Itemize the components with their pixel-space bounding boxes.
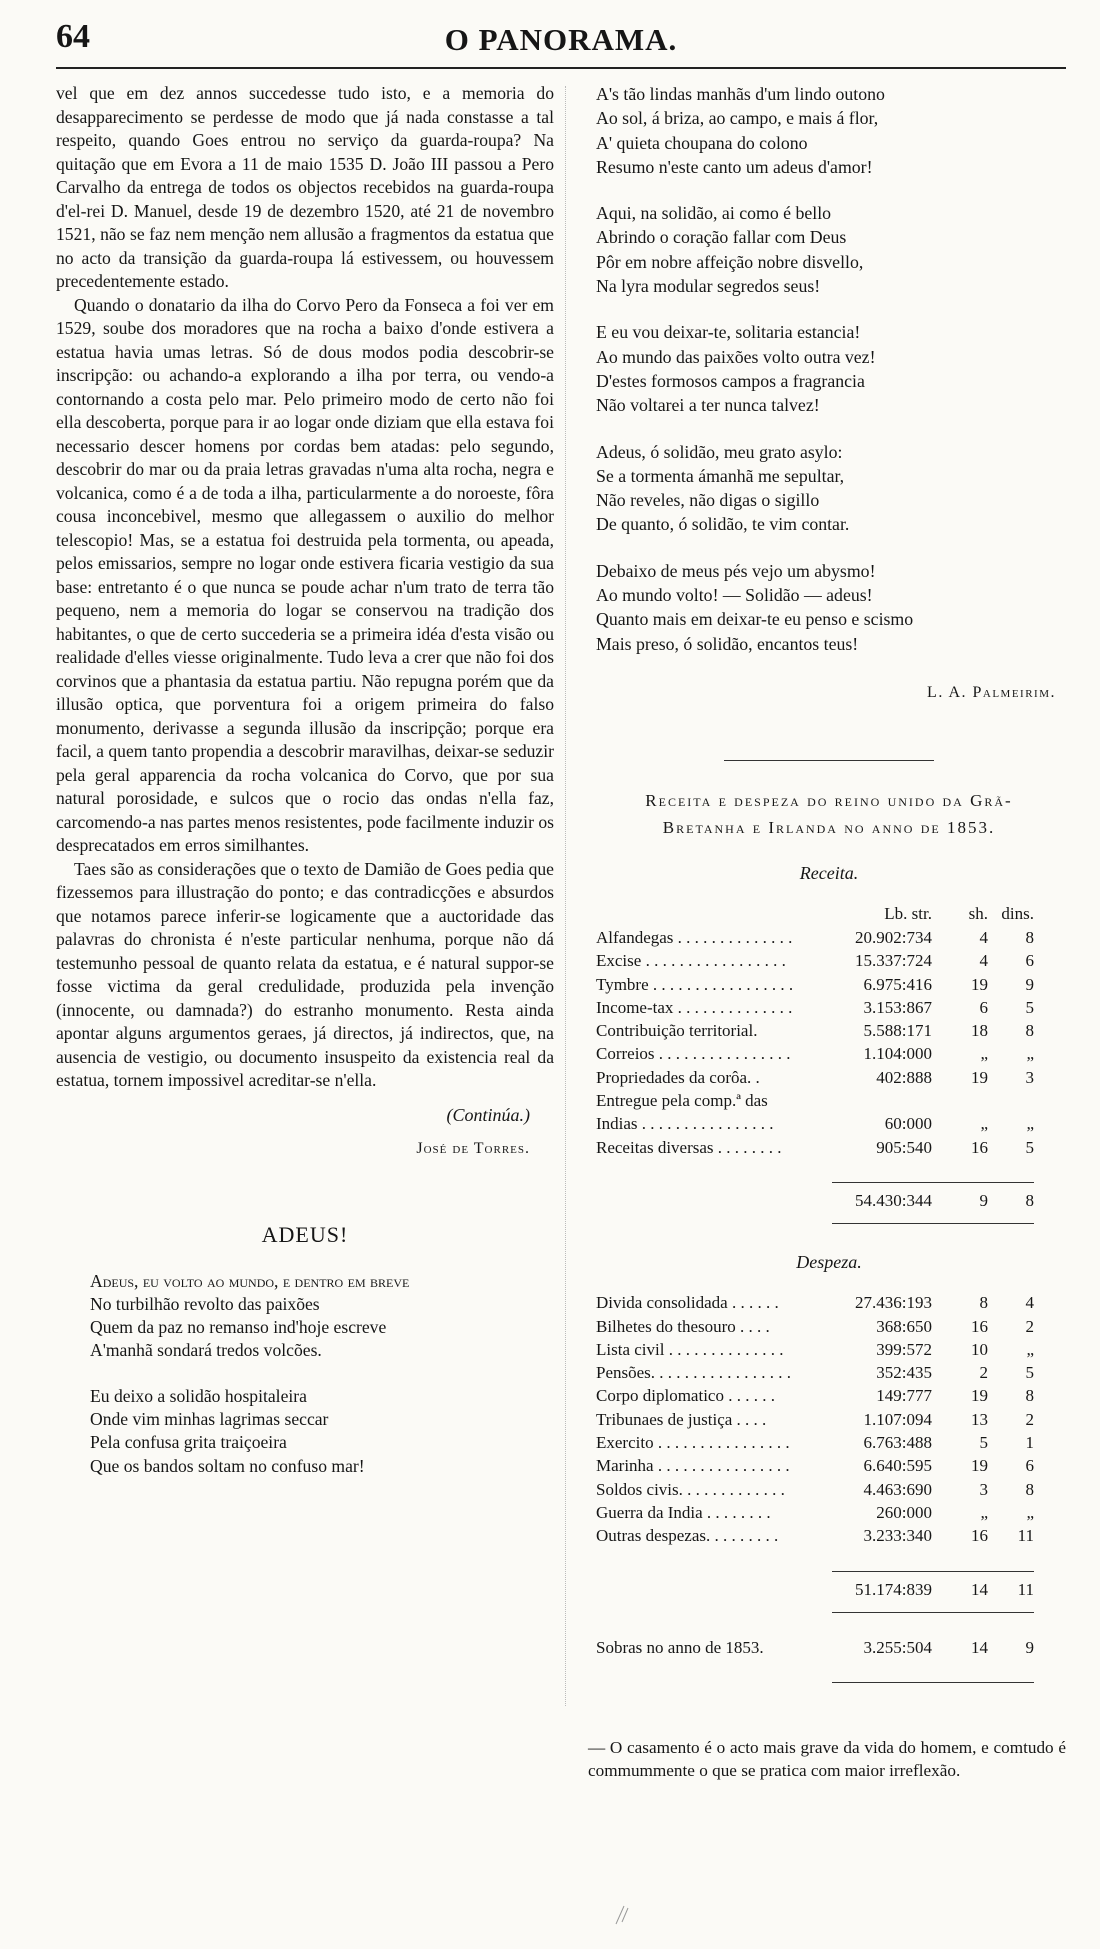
despeza-row	[596, 1291, 1034, 1314]
despeza-total-sh: 14	[932, 1571, 988, 1612]
poem-continuation	[592, 82, 1066, 656]
receita-cell-lb: 3.153:867	[863, 997, 932, 1017]
sobras-lb: 3.255:504	[863, 1638, 932, 1658]
receita-cell-dins: 5	[1025, 997, 1034, 1017]
poem-signature: L. A. Palmeirim.	[927, 683, 1056, 701]
receita-cell-label: Excise . . . . . . . . . . . . . . . . .	[596, 951, 786, 971]
receita-cell-sh: 6	[979, 997, 988, 1017]
receita-row	[596, 973, 1034, 996]
receita-cell-dins: 6	[1025, 951, 1034, 971]
despeza-cell-lb: 6.763:488	[863, 1432, 932, 1452]
despeza-row	[596, 1338, 1034, 1361]
receita-row	[596, 1089, 1034, 1112]
receita-cell-dins: 5	[1025, 1137, 1034, 1157]
despeza-cell-lb: 260:000	[876, 1502, 932, 1522]
despeza-table	[596, 1291, 1034, 1683]
receita-cell-dins	[988, 1089, 1034, 1112]
poem-line: Quanto mais em deixar-te eu penso e scismo	[596, 609, 914, 630]
sobras-label: Sobras no anno de 1853.	[596, 1638, 764, 1658]
sobras-row	[596, 1636, 1034, 1659]
poem-line: Aqui, na solidão, ai como é bello	[596, 203, 832, 224]
poem-line: Resumo n'este canto um adeus d'amor!	[596, 156, 873, 177]
despeza-cell-label: Soldos civis. . . . . . . . . . . . .	[596, 1479, 785, 1499]
despeza-cell-sh: „	[980, 1502, 988, 1522]
poem-stanza	[596, 201, 1066, 298]
despeza-cell-dins: 2	[1025, 1316, 1034, 1336]
receita-cell-lb: 5.588:171	[863, 1021, 932, 1041]
continua-note: (Continúa.)	[446, 1104, 530, 1125]
article-signature: José de Torres.	[416, 1139, 530, 1157]
column-divider	[565, 86, 566, 1706]
despeza-cell-dins: 11	[1017, 1526, 1034, 1546]
receita-cell-dins: 3	[1025, 1067, 1034, 1087]
receita-cell-label: Tymbre . . . . . . . . . . . . . . . . .	[596, 974, 794, 994]
receita-cell-dins: „	[1026, 1044, 1034, 1064]
poem-line: Não reveles, não digas o sigillo	[596, 490, 820, 511]
receita-cell-sh: 19	[971, 1067, 988, 1087]
despeza-cell-lb: 1.107:094	[863, 1409, 932, 1429]
receita-cell-dins: 9	[1025, 974, 1034, 994]
despeza-row	[596, 1501, 1034, 1524]
poem-line: Ao mundo volto! — Solidão — adeus!	[596, 585, 873, 606]
poem-line: Debaixo de meus pés vejo um abysmo!	[596, 560, 876, 581]
receita-cell-sh: 4	[979, 927, 988, 947]
receita-total-lb: 54.430:344	[832, 1183, 932, 1224]
despeza-cell-label: Marinha . . . . . . . . . . . . . . . .	[596, 1456, 790, 1476]
despeza-cell-dins: 4	[1025, 1293, 1034, 1313]
receita-cell-lb: 60:000	[884, 1114, 932, 1134]
article-paragraph-2: Quando o donatario da ilha do Corvo Pero da Fonseca a foi ver em 1529, soube dos moradores que na rocha a baixo d'onde estivera a estatua havia umas letras. Só de dous modos podia descobrir-se inscripção: ou achando-a explorando a ilha por terra, ou vendo-a contornando a costa pelo mar. Pelo primeiro modo de certo não foi ella descoberta, porque para ir ao logar onde diziam que ella estava foi necessario descer homens por cordas bem atadas: pelo segundo, descobrir do mar ou da praia letras gravadas n'uma alta rocha, negra e volcanica, como é a de toda a ilha, particularmente a do noroeste, fôra cousa inconcebivel, mesmo que allegassem o auxilio do melhor telescopio! Mas, se a estatua foi destruida pela tormenta, ou apeada, pelos emissarios, sempre no logar onde estivera ficaria vestigio da sua base: entretanto é o que nunca se poude achar n'um trato de terra tão pequeno, nem a memoria do logar se conservou na tradição dos habitantes, o que de certo succederia se a primeira idéa d'esta visão ou realidade d'elles viesse originalmente. Tudo leva a crer que não foi dos corvinos que a phantasia da estatua partiu. Não repugna porém que da illusão optica, que porventura foi a origem primeira do falso monumento, derivasse a segunda illusão da inscripção; porque era facil, a quem tanto propendia a descobrir maravilhas, deixar-se seduzir pela geral apparencia da rocha volcanica do Corvo, que por sua natural porosidade, e sulcos que o rocio das ondas n'ella faz, carcomendo-a nas partes menos resistentes, pode facilmente induzir os desprecatados em erros similhantes.	[56, 294, 554, 855]
poem-line: Que os bandos soltam no confuso mar!	[90, 1455, 365, 1476]
poem-line: Pôr em nobre affeição nobre disvello,	[596, 251, 864, 272]
despeza-cell-label: Outras despezas. . . . . . . . .	[596, 1526, 779, 1546]
poem-line: A' quieta choupana do colono	[596, 132, 808, 153]
poem-line: Adeus, ó solidão, meu grato asylo:	[596, 441, 843, 462]
poem-title: ADEUS!	[261, 1221, 349, 1247]
receita-cell-label: Entregue pela comp.ª das	[596, 1091, 768, 1111]
despeza-cell-lb: 27.436:193	[855, 1293, 932, 1313]
despeza-cell-label: Divida consolidada . . . . . .	[596, 1293, 779, 1313]
despeza-title: Despeza.	[796, 1252, 862, 1273]
poem-line: E eu vou deixar-te, solitaria estancia!	[596, 322, 861, 343]
despeza-total-row	[596, 1571, 1034, 1612]
receita-row	[596, 996, 1034, 1019]
running-title: O PANORAMA.	[444, 22, 678, 57]
poem-stanza	[596, 559, 1066, 656]
despeza-cell-lb: 368:650	[876, 1316, 932, 1336]
column-header-dins: dins.	[1001, 903, 1034, 923]
article-paragraph-3: Taes são as considerações que o texto de Damião de Goes pedia que fizessemos para illustração do ponto; e das contradicções e absurdos que notamos parece inferir-se logicamente que a auctoridade das palavras do chronista é n'este particular nenhuma, porque não dá testemunho pessoal de quanto relata da estatua, e é natural suppor-se fosse victima da geral credulidade, produzida pela invenção (innocente, ou damnada?) do estranho monumento. Resta ainda apontar alguns argumentos geraes, já directos, já indirectos, que, na ausencia de vestigio, ou documento insuspeito da existencia real da estatua, tornem impossivel acreditar-se n'ella.	[56, 858, 554, 1090]
receita-cell-sh: „	[980, 1044, 988, 1064]
despeza-row	[596, 1408, 1034, 1431]
poem-stanza	[596, 82, 1066, 179]
poem-line: Mais preso, ó solidão, encantos teus!	[596, 633, 859, 654]
receita-cell-dins: 8	[1025, 927, 1034, 947]
despeza-cell-dins: 8	[1025, 1479, 1034, 1499]
despeza-cell-sh: 19	[971, 1386, 988, 1406]
receita-cell-sh: 18	[971, 1021, 988, 1041]
header-rule	[56, 67, 1066, 69]
despeza-row	[596, 1478, 1034, 1501]
poem-stanza	[596, 440, 1066, 537]
receita-cell-dins: „	[1026, 1114, 1034, 1134]
despeza-cell-dins: 1	[1025, 1432, 1034, 1452]
receita-total-sh: 9	[932, 1183, 988, 1224]
receita-cell-lb	[832, 1089, 932, 1112]
poem-stanza	[90, 1385, 554, 1478]
despeza-row	[596, 1431, 1034, 1454]
right-column	[588, 82, 1066, 1782]
receita-cell-label: Indias . . . . . . . . . . . . . . . .	[596, 1114, 774, 1134]
despeza-cell-dins: 2	[1025, 1409, 1034, 1429]
despeza-cell-dins: „	[1026, 1502, 1034, 1522]
receita-cell-lb: 402:888	[876, 1067, 932, 1087]
receita-cell-lb: 1.104:000	[863, 1044, 932, 1064]
despeza-cell-sh: 10	[971, 1339, 988, 1359]
receita-cell-sh	[932, 1089, 988, 1112]
receita-cell-dins: 8	[1025, 1021, 1034, 1041]
poem-line: Onde vim minhas lagrimas seccar	[90, 1408, 329, 1429]
table-title: Receita e despeza do reino unido da Grã-	[645, 790, 1013, 810]
despeza-cell-dins: 8	[1025, 1386, 1034, 1406]
receita-cell-label: Contribuição territorial.	[596, 1021, 758, 1041]
poem-line: Pela confusa grita traiçoeira	[90, 1432, 287, 1453]
receita-row	[596, 926, 1034, 949]
despeza-cell-sh: 8	[979, 1293, 988, 1313]
poem-line: Eu deixo a solidão hospitaleira	[90, 1385, 307, 1406]
receita-table	[596, 902, 1034, 1224]
receita-cell-sh: 4	[979, 951, 988, 971]
despeza-total-dins: 11	[988, 1571, 1034, 1612]
despeza-cell-lb: 149:777	[876, 1386, 932, 1406]
despeza-cell-sh: 3	[979, 1479, 988, 1499]
sobras-sh: 14	[971, 1638, 988, 1658]
receita-cell-sh: „	[980, 1114, 988, 1134]
poem-line: D'estes formosos campos a fragrancia	[596, 370, 865, 391]
poem-line: Quem da paz no remanso ind'hoje escreve	[90, 1317, 387, 1338]
despeza-cell-label: Bilhetes do thesouro . . . .	[596, 1316, 770, 1336]
despeza-cell-sh: 16	[971, 1526, 988, 1546]
closing-note: — O casamento é o acto mais grave da vida do homem, e comtudo é commummente o que se pratica com maior irreflexão.	[588, 1738, 1066, 1780]
margin-mark-icon	[612, 1900, 642, 1928]
receita-cell-label: Income-tax . . . . . . . . . . . . . .	[596, 997, 793, 1017]
despeza-cell-sh: 16	[971, 1316, 988, 1336]
page-header	[56, 18, 1066, 58]
receita-total-dins: 8	[988, 1183, 1034, 1224]
receita-cell-sh: 16	[971, 1137, 988, 1157]
despeza-cell-sh: 19	[971, 1456, 988, 1476]
poem-line: Abrindo o coração fallar com Deus	[596, 227, 847, 248]
poem-line: Adeus, eu volto ao mundo, e dentro em breve	[90, 1270, 410, 1291]
column-header-lb: Lb. str.	[884, 903, 932, 923]
receita-title: Receita.	[799, 862, 859, 883]
despeza-cell-sh: 2	[979, 1363, 988, 1383]
receita-cell-label: Propriedades da corôa. .	[596, 1067, 760, 1087]
receita-cell-lb: 905:540	[876, 1137, 932, 1157]
poem-line: Ao mundo das paixões volto outra vez!	[596, 346, 876, 367]
despeza-cell-lb: 399:572	[876, 1339, 932, 1359]
poem-stanza	[596, 320, 1066, 417]
despeza-cell-lb: 3.233:340	[863, 1526, 932, 1546]
poem-line: A'manhã sondará tredos volcões.	[90, 1340, 322, 1361]
receita-cell-lb: 15.337:724	[855, 951, 932, 971]
left-column	[56, 82, 554, 1500]
receita-cell-label: Correios . . . . . . . . . . . . . . . .	[596, 1044, 791, 1064]
section-separator	[724, 760, 934, 761]
table-header-row	[596, 902, 1034, 926]
despeza-cell-label: Pensões. . . . . . . . . . . . . . . . .	[596, 1363, 792, 1383]
despeza-cell-sh: 5	[979, 1432, 988, 1452]
receita-row	[596, 1042, 1034, 1065]
receita-total-row	[596, 1183, 1034, 1224]
receita-cell-label: Receitas diversas . . . . . . . .	[596, 1137, 782, 1157]
despeza-cell-label: Lista civil . . . . . . . . . . . . . .	[596, 1339, 784, 1359]
receita-row	[596, 1112, 1034, 1135]
despeza-cell-dins: 5	[1025, 1363, 1034, 1383]
receita-row	[596, 949, 1034, 972]
receita-row	[596, 1019, 1034, 1042]
despeza-cell-lb: 6.640:595	[863, 1456, 932, 1476]
despeza-row	[596, 1454, 1034, 1477]
despeza-cell-label: Corpo diplomatico . . . . . .	[596, 1386, 775, 1406]
despeza-row	[596, 1384, 1034, 1407]
receita-cell-lb: 20.902:734	[855, 927, 932, 947]
poem-line: De quanto, ó solidão, te vim contar.	[596, 514, 850, 535]
despeza-row	[596, 1361, 1034, 1384]
receita-cell-sh: 19	[971, 974, 988, 994]
receita-row	[596, 1066, 1034, 1089]
poem-line: Não voltarei a ter nunca talvez!	[596, 395, 820, 416]
despeza-cell-lb: 352:435	[876, 1363, 932, 1383]
receita-row	[596, 1136, 1034, 1159]
poem-line: A's tão lindas manhãs d'um lindo outono	[596, 84, 885, 104]
table-title: Bretanha e Irlanda no anno de 1853.	[662, 817, 996, 837]
despeza-cell-lb: 4.463:690	[863, 1479, 932, 1499]
sobras-dins: 9	[1025, 1638, 1034, 1658]
despeza-cell-label: Tribunaes de justiça . . . .	[596, 1409, 767, 1429]
poem-line: Se a tormenta ámanhã me sepultar,	[596, 465, 845, 486]
receita-cell-lb: 6.975:416	[863, 974, 932, 994]
poem-stanza	[90, 1270, 554, 1363]
despeza-total-lb: 51.174:839	[832, 1571, 932, 1612]
despeza-row	[596, 1315, 1034, 1338]
page-number: 64	[56, 18, 90, 55]
poem-line: Ao sol, á briza, ao campo, e mais á flor,	[596, 108, 879, 129]
despeza-row	[596, 1524, 1034, 1547]
despeza-cell-label: Exercito . . . . . . . . . . . . . . . .	[596, 1432, 790, 1452]
despeza-cell-dins: „	[1026, 1339, 1034, 1359]
poem-line: No turbilhão revolto das paixões	[90, 1293, 320, 1314]
despeza-cell-sh: 13	[971, 1409, 988, 1429]
despeza-cell-dins: 6	[1025, 1456, 1034, 1476]
column-header-sh: sh.	[968, 903, 988, 923]
despeza-cell-label: Guerra da India . . . . . . . .	[596, 1502, 771, 1522]
poem-line: Na lyra modular segredos seus!	[596, 276, 821, 297]
article-paragraph-1: vel que em dez annos succedesse tudo isto, e a memoria do desapparecimento se perdesse de modo que já nada constasse a tal respeito, quando Goes entrou no serviço da guarda-roupa? Na quitação que em Evora a 11 de maio 1535 D. João III passou a Pero Carvalho da entrega de todos os objectos recebidos na guarda-roupa d'el-rei D. Manuel, desde 19 de dezembro 1520, até 21 de novembro 1521, não se faz nem menção nem allusão a fragmentos da estatua que no acto da transição da guarda-roupa lá estivessem, ou houvessem precedentemente estado.	[56, 83, 554, 291]
receita-cell-label: Alfandegas . . . . . . . . . . . . . .	[596, 927, 793, 947]
